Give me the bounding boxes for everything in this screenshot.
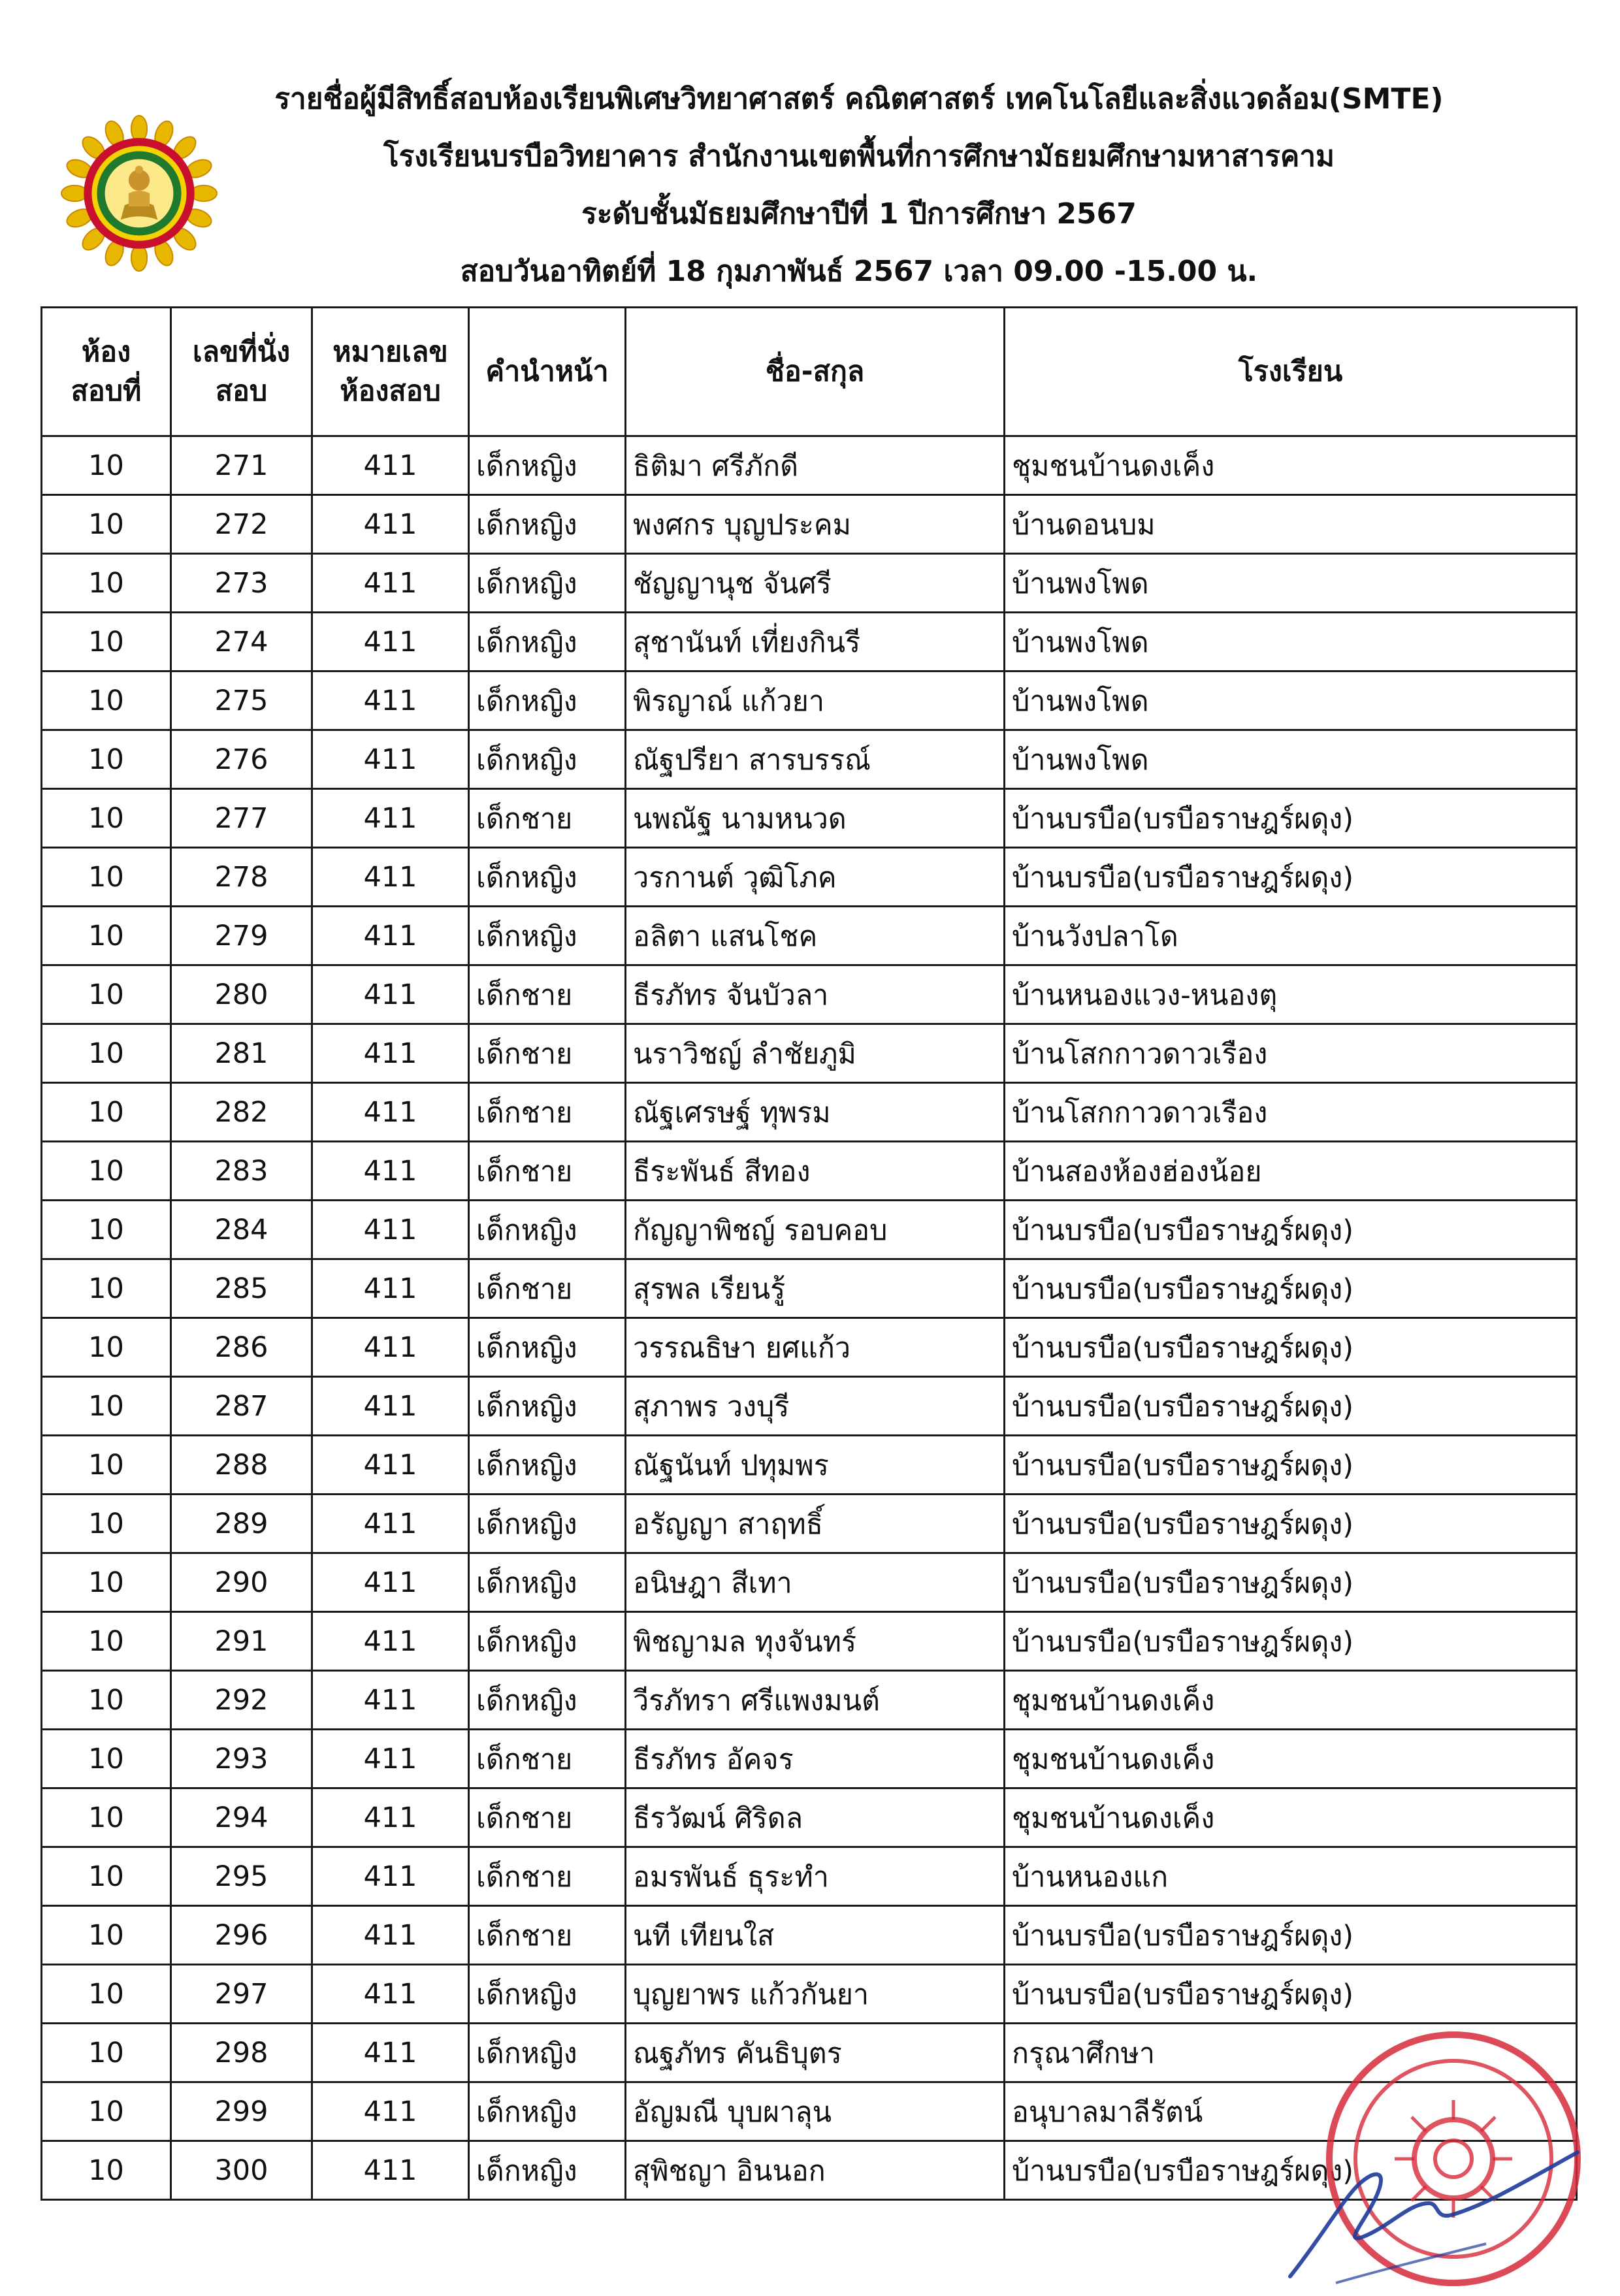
- cell-prefix: เด็กชาย: [469, 1906, 626, 1965]
- col-header-name: ชื่อ-สกุล: [626, 308, 1005, 436]
- cell-exam-room: 10: [42, 730, 171, 789]
- cell-full-name: อลิตา แสนโชค: [626, 907, 1005, 965]
- col-header-room: [42, 308, 171, 436]
- cell-prefix: เด็กหญิง: [469, 1495, 626, 1553]
- cell-prefix: เด็กหญิง: [469, 2082, 626, 2141]
- cell-exam-room: 10: [42, 1906, 171, 1965]
- table-row: [42, 1553, 1577, 1612]
- cell-room-number: 411: [312, 671, 469, 730]
- cell-room-number: 411: [312, 730, 469, 789]
- table-row: [42, 554, 1577, 613]
- cell-room-number: 411: [312, 2141, 469, 2200]
- header-exam-date: สอบวันอาทิตย์ที่ 18 กุมภาพันธ์ 2567 เวลา 09.00 -15.00 น.: [460, 255, 1258, 288]
- cell-school: กรุณาศึกษา: [1005, 2024, 1577, 2082]
- cell-full-name: พิชญามล ทุงจันทร์: [626, 1612, 1005, 1671]
- cell-full-name: ณัฐปรียา สารบรรณ์: [626, 730, 1005, 789]
- cell-full-name: นที เทียนใส: [626, 1906, 1005, 1965]
- cell-full-name: วรรณธิษา ยศแก้ว: [626, 1318, 1005, 1377]
- cell-prefix: เด็กหญิง: [469, 1553, 626, 1612]
- cell-seat-number: 298: [171, 2024, 312, 2082]
- cell-room-number: 411: [312, 789, 469, 848]
- cell-seat-number: 290: [171, 1553, 312, 1612]
- table-row: [42, 495, 1577, 554]
- cell-seat-number: 293: [171, 1730, 312, 1788]
- cell-room-number: 411: [312, 1553, 469, 1612]
- cell-exam-room: 10: [42, 1553, 171, 1612]
- cell-prefix: เด็กชาย: [469, 1847, 626, 1906]
- cell-school: บ้านดอนบม: [1005, 495, 1577, 554]
- cell-full-name: ณฐภัทร คันธิบุตร: [626, 2024, 1005, 2082]
- cell-room-number: 411: [312, 1906, 469, 1965]
- col-header-room-line2: สอบที่: [71, 375, 142, 408]
- cell-room-number: 411: [312, 1671, 469, 1730]
- table-row: [42, 613, 1577, 671]
- cell-full-name: ธีรภัทร จันบัวลา: [626, 965, 1005, 1024]
- cell-room-number: 411: [312, 907, 469, 965]
- table-row: [42, 1965, 1577, 2024]
- header-level: ระดับชั้นมัธยมศึกษาปีที่ 1 ปีการศึกษา 2567: [581, 197, 1137, 231]
- cell-room-number: 411: [312, 554, 469, 613]
- cell-room-number: 411: [312, 1259, 469, 1318]
- cell-prefix: เด็กหญิง: [469, 1318, 626, 1377]
- col-header-prefix: คำนำหน้า: [469, 308, 626, 436]
- cell-seat-number: 273: [171, 554, 312, 613]
- cell-prefix: เด็กหญิง: [469, 2141, 626, 2200]
- cell-exam-room: 10: [42, 436, 171, 495]
- cell-full-name: ณัฐเศรษฐ์ ทุพรม: [626, 1083, 1005, 1142]
- cell-prefix: เด็กชาย: [469, 1024, 626, 1083]
- table-row: [42, 1377, 1577, 1436]
- cell-full-name: ธีรภัทร อัคจร: [626, 1730, 1005, 1788]
- cell-school: บ้านพงโพด: [1005, 554, 1577, 613]
- cell-seat-number: 297: [171, 1965, 312, 2024]
- cell-seat-number: 276: [171, 730, 312, 789]
- cell-full-name: นราวิชญ์ ลำชัยภูมิ: [626, 1024, 1005, 1083]
- cell-full-name: สุชานันท์ เที่ยงกินรี: [626, 613, 1005, 671]
- cell-seat-number: 277: [171, 789, 312, 848]
- cell-room-number: 411: [312, 965, 469, 1024]
- cell-exam-room: 10: [42, 1671, 171, 1730]
- cell-full-name: สุพิชญา อินนอก: [626, 2141, 1005, 2200]
- cell-prefix: เด็กชาย: [469, 1730, 626, 1788]
- cell-full-name: อนิษฎา สีเทา: [626, 1553, 1005, 1612]
- table-row: [42, 1436, 1577, 1495]
- cell-room-number: 411: [312, 1318, 469, 1377]
- cell-full-name: สุภาพร วงบุรี: [626, 1377, 1005, 1436]
- table-row: [42, 1671, 1577, 1730]
- cell-room-number: 411: [312, 1024, 469, 1083]
- cell-exam-room: 10: [42, 1788, 171, 1847]
- cell-exam-room: 10: [42, 1259, 171, 1318]
- cell-seat-number: 280: [171, 965, 312, 1024]
- cell-seat-number: 284: [171, 1201, 312, 1259]
- col-header-school: โรงเรียน: [1005, 308, 1577, 436]
- cell-full-name: ธิติมา ศรีภักดี: [626, 436, 1005, 495]
- cell-seat-number: 272: [171, 495, 312, 554]
- cell-school: บ้านวังปลาโด: [1005, 907, 1577, 965]
- cell-exam-room: 10: [42, 495, 171, 554]
- table-row: [42, 2024, 1577, 2082]
- cell-school: บ้านบรบือ(บรบือราษฎร์ผดุง): [1005, 1906, 1577, 1965]
- cell-seat-number: 300: [171, 2141, 312, 2200]
- cell-full-name: บุญยาพร แก้วกันยา: [626, 1965, 1005, 2024]
- table-row: [42, 1612, 1577, 1671]
- cell-full-name: พิรญาณ์ แก้วยา: [626, 671, 1005, 730]
- cell-exam-room: 10: [42, 907, 171, 965]
- cell-full-name: ชัญญานุช จันศรี: [626, 554, 1005, 613]
- table-row: [42, 789, 1577, 848]
- cell-room-number: 411: [312, 848, 469, 907]
- cell-seat-number: 296: [171, 1906, 312, 1965]
- cell-full-name: กัญญาพิชญ์ รอบคอบ: [626, 1201, 1005, 1259]
- table-row: [42, 1024, 1577, 1083]
- cell-exam-room: 10: [42, 613, 171, 671]
- cell-prefix: เด็กหญิง: [469, 848, 626, 907]
- cell-school: บ้านบรบือ(บรบือราษฎร์ผดุง): [1005, 1553, 1577, 1612]
- cell-exam-room: 10: [42, 2082, 171, 2141]
- cell-full-name: ธีระพันธ์ สีทอง: [626, 1142, 1005, 1201]
- cell-exam-room: 10: [42, 1083, 171, 1142]
- col-header-seat-line2: สอบ: [215, 375, 268, 408]
- table-row: [42, 1495, 1577, 1553]
- cell-full-name: ณัฐนันท์ ปทุมพร: [626, 1436, 1005, 1495]
- cell-exam-room: 10: [42, 1024, 171, 1083]
- cell-full-name: อมรพันธ์ ธุระทำ: [626, 1847, 1005, 1906]
- col-header-room-number: [312, 308, 469, 436]
- cell-room-number: 411: [312, 1730, 469, 1788]
- cell-prefix: เด็กชาย: [469, 965, 626, 1024]
- cell-room-number: 411: [312, 1965, 469, 2024]
- cell-seat-number: 289: [171, 1495, 312, 1553]
- document-header: [163, 71, 1555, 300]
- cell-seat-number: 271: [171, 436, 312, 495]
- cell-full-name: วรกานต์ วุฒิโภค: [626, 848, 1005, 907]
- cell-school: บ้านบรบือ(บรบือราษฎร์ผดุง): [1005, 1612, 1577, 1671]
- cell-prefix: เด็กหญิง: [469, 554, 626, 613]
- cell-school: บ้านหนองแก: [1005, 1847, 1577, 1906]
- cell-room-number: 411: [312, 495, 469, 554]
- table-row: [42, 1259, 1577, 1318]
- header-school: โรงเรียนบรบือวิทยาคาร สำนักงานเขตพื้นที่การศึกษามัธยมศึกษามหาสารคาม: [383, 140, 1335, 173]
- col-header-room-number-line2: ห้องสอบ: [340, 375, 441, 408]
- cell-seat-number: 286: [171, 1318, 312, 1377]
- table-row: [42, 907, 1577, 965]
- cell-prefix: เด็กชาย: [469, 1259, 626, 1318]
- cell-prefix: เด็กหญิง: [469, 671, 626, 730]
- cell-full-name: นพณัฐ นามหนวด: [626, 789, 1005, 848]
- cell-exam-room: 10: [42, 1318, 171, 1377]
- cell-prefix: เด็กหญิง: [469, 436, 626, 495]
- cell-prefix: เด็กหญิง: [469, 1201, 626, 1259]
- cell-seat-number: 283: [171, 1142, 312, 1201]
- cell-full-name: ธีรวัฒน์ ศิริดล: [626, 1788, 1005, 1847]
- cell-prefix: เด็กหญิง: [469, 495, 626, 554]
- cell-prefix: เด็กหญิง: [469, 907, 626, 965]
- cell-prefix: เด็กหญิง: [469, 1671, 626, 1730]
- cell-prefix: เด็กหญิง: [469, 2024, 626, 2082]
- cell-room-number: 411: [312, 1201, 469, 1259]
- cell-room-number: 411: [312, 1377, 469, 1436]
- cell-school: บ้านพงโพด: [1005, 671, 1577, 730]
- cell-room-number: 411: [312, 2082, 469, 2141]
- cell-prefix: เด็กชาย: [469, 1083, 626, 1142]
- cell-school: บ้านบรบือ(บรบือราษฎร์ผดุง): [1005, 848, 1577, 907]
- cell-room-number: 411: [312, 1142, 469, 1201]
- table-row: [42, 1730, 1577, 1788]
- table-row: [42, 1906, 1577, 1965]
- cell-exam-room: 10: [42, 2141, 171, 2200]
- cell-school: บ้านบรบือ(บรบือราษฎร์ผดุง): [1005, 789, 1577, 848]
- cell-room-number: 411: [312, 1083, 469, 1142]
- cell-prefix: เด็กชาย: [469, 1142, 626, 1201]
- cell-school: บ้านโสกกาวดาวเรือง: [1005, 1083, 1577, 1142]
- cell-prefix: เด็กหญิง: [469, 1965, 626, 2024]
- cell-seat-number: 278: [171, 848, 312, 907]
- cell-full-name: วีรภัทรา ศรีแพงมนต์: [626, 1671, 1005, 1730]
- cell-exam-room: 10: [42, 1436, 171, 1495]
- table-row: [42, 2141, 1577, 2200]
- table-body: [42, 436, 1577, 2200]
- cell-seat-number: 294: [171, 1788, 312, 1847]
- cell-room-number: 411: [312, 1788, 469, 1847]
- col-header-seat: [171, 308, 312, 436]
- cell-school: บ้านบรบือ(บรบือราษฎร์ผดุง): [1005, 1436, 1577, 1495]
- table-row: [42, 2082, 1577, 2141]
- cell-prefix: เด็กหญิง: [469, 1436, 626, 1495]
- cell-seat-number: 285: [171, 1259, 312, 1318]
- cell-prefix: เด็กหญิง: [469, 730, 626, 789]
- cell-room-number: 411: [312, 2024, 469, 2082]
- cell-seat-number: 291: [171, 1612, 312, 1671]
- cell-full-name: อรัญญา สาฤทธิ์: [626, 1495, 1005, 1553]
- table-row: [42, 436, 1577, 495]
- cell-exam-room: 10: [42, 1142, 171, 1201]
- cell-exam-room: 10: [42, 848, 171, 907]
- cell-school: บ้านบรบือ(บรบือราษฎร์ผดุง): [1005, 1965, 1577, 2024]
- cell-school: บ้านบรบือ(บรบือราษฎร์ผดุง): [1005, 2141, 1577, 2200]
- table-row: [42, 1142, 1577, 1201]
- cell-room-number: 411: [312, 613, 469, 671]
- cell-school: บ้านพงโพด: [1005, 613, 1577, 671]
- cell-school: บ้านบรบือ(บรบือราษฎร์ผดุง): [1005, 1318, 1577, 1377]
- cell-room-number: 411: [312, 1612, 469, 1671]
- col-header-room-line1: ห้อง: [81, 336, 131, 368]
- cell-school: บ้านบรบือ(บรบือราษฎร์ผดุง): [1005, 1495, 1577, 1553]
- table-row: [42, 848, 1577, 907]
- cell-exam-room: 10: [42, 671, 171, 730]
- cell-prefix: เด็กชาย: [469, 789, 626, 848]
- cell-seat-number: 299: [171, 2082, 312, 2141]
- cell-seat-number: 275: [171, 671, 312, 730]
- cell-full-name: พงศกร บุญประคม: [626, 495, 1005, 554]
- table-row: [42, 965, 1577, 1024]
- col-header-room-number-line1: หมายเลข: [332, 336, 448, 368]
- cell-room-number: 411: [312, 436, 469, 495]
- cell-exam-room: 10: [42, 965, 171, 1024]
- cell-seat-number: 282: [171, 1083, 312, 1142]
- cell-exam-room: 10: [42, 1495, 171, 1553]
- cell-exam-room: 10: [42, 2024, 171, 2082]
- header-title: รายชื่อผู้มีสิทธิ์สอบห้องเรียนพิเศษวิทยาศาสตร์ คณิตศาสตร์ เทคโนโลยีและสิ่งแวดล้อม(SMTE): [274, 82, 1444, 116]
- cell-prefix: เด็กหญิง: [469, 1377, 626, 1436]
- cell-school: ชุมชนบ้านดงเค็ง: [1005, 436, 1577, 495]
- cell-exam-room: 10: [42, 1965, 171, 2024]
- cell-prefix: เด็กหญิง: [469, 613, 626, 671]
- cell-school: บ้านหนองแวง-หนองตุ: [1005, 965, 1577, 1024]
- cell-school: บ้านบรบือ(บรบือราษฎร์ผดุง): [1005, 1259, 1577, 1318]
- table-row: [42, 1788, 1577, 1847]
- cell-exam-room: 10: [42, 1377, 171, 1436]
- cell-seat-number: 279: [171, 907, 312, 965]
- cell-seat-number: 274: [171, 613, 312, 671]
- table-row: [42, 1847, 1577, 1906]
- cell-prefix: เด็กหญิง: [469, 1612, 626, 1671]
- cell-seat-number: 288: [171, 1436, 312, 1495]
- table-row: [42, 1083, 1577, 1142]
- cell-exam-room: 10: [42, 554, 171, 613]
- cell-school: บ้านบรบือ(บรบือราษฎร์ผดุง): [1005, 1201, 1577, 1259]
- cell-seat-number: 287: [171, 1377, 312, 1436]
- table-header-row: [42, 308, 1577, 436]
- table-row: [42, 730, 1577, 789]
- col-header-seat-line1: เลขที่นั่ง: [192, 336, 291, 368]
- cell-full-name: อัญมณี บุบผาลุน: [626, 2082, 1005, 2141]
- cell-room-number: 411: [312, 1495, 469, 1553]
- table-row: [42, 671, 1577, 730]
- cell-school: บ้านสองห้องฮ่องน้อย: [1005, 1142, 1577, 1201]
- cell-school: บ้านพงโพด: [1005, 730, 1577, 789]
- cell-exam-room: 10: [42, 1847, 171, 1906]
- table-row: [42, 1201, 1577, 1259]
- cell-school: ชุมชนบ้านดงเค็ง: [1005, 1730, 1577, 1788]
- cell-room-number: 411: [312, 1436, 469, 1495]
- cell-exam-room: 10: [42, 1612, 171, 1671]
- cell-school: ชุมชนบ้านดงเค็ง: [1005, 1671, 1577, 1730]
- cell-school: ชุมชนบ้านดงเค็ง: [1005, 1788, 1577, 1847]
- cell-prefix: เด็กชาย: [469, 1788, 626, 1847]
- cell-school: อนุบาลมาลีรัตน์: [1005, 2082, 1577, 2141]
- cell-exam-room: 10: [42, 1201, 171, 1259]
- cell-exam-room: 10: [42, 1730, 171, 1788]
- cell-exam-room: 10: [42, 789, 171, 848]
- cell-school: บ้านบรบือ(บรบือราษฎร์ผดุง): [1005, 1377, 1577, 1436]
- cell-full-name: สุรพล เรียนรู้: [626, 1259, 1005, 1318]
- cell-room-number: 411: [312, 1847, 469, 1906]
- table-row: [42, 1318, 1577, 1377]
- cell-seat-number: 292: [171, 1671, 312, 1730]
- cell-seat-number: 295: [171, 1847, 312, 1906]
- cell-school: บ้านโสกกาวดาวเรือง: [1005, 1024, 1577, 1083]
- cell-seat-number: 281: [171, 1024, 312, 1083]
- exam-roster-table: [40, 306, 1578, 2201]
